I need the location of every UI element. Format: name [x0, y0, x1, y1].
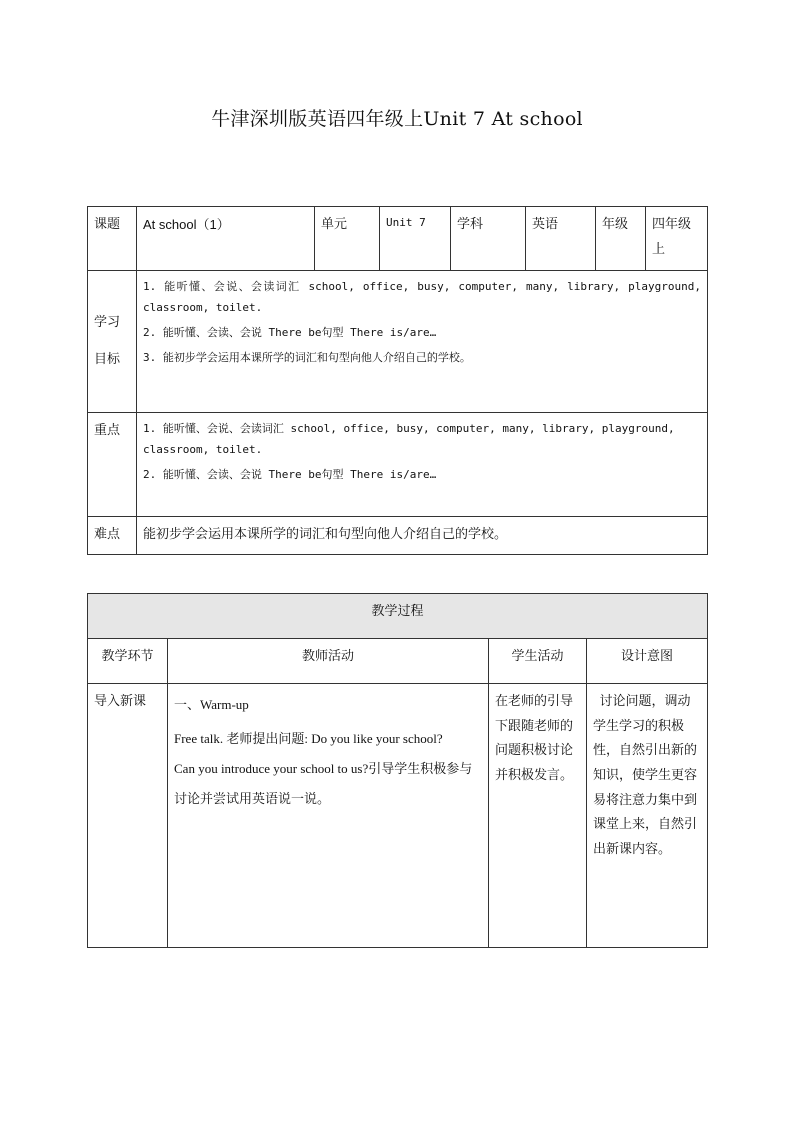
design-cell: 讨论问题，调动学生学习的积极性，自然引出新的知识，使学生更容易将注意力集中到课堂上来，自然引出新课内容。 [587, 684, 708, 948]
info-row-header [88, 207, 708, 271]
subject-value: 英语 [526, 207, 596, 271]
key-points-label: 重点 [88, 413, 137, 517]
teacher-cell [168, 684, 489, 948]
unit-label: 单元 [315, 207, 380, 271]
topic-value: At school（1） [137, 207, 315, 271]
col-teacher: 教师活动 [168, 639, 489, 684]
stage-cell: 导入新课 [88, 684, 168, 948]
key-point-1: 1. 能听懂、会说、会读词汇 school, office, busy, computer, many, library, playground, classroom, toilet. [143, 422, 675, 456]
objectives-row [88, 271, 708, 413]
unit-value: Unit 7 [380, 207, 451, 271]
objective-1: 1. 能听懂、会说、会读词汇 school, office, busy, computer, many, library, playground, classroom, toilet. [143, 280, 701, 314]
teacher-line-2: Free talk. 老师提出问题: Do you like your school? [174, 730, 443, 746]
objectives-content [137, 271, 708, 413]
topic-label: 课题 [88, 207, 137, 271]
document-title: 牛津深圳版英语四年级上Unit 7 At school [211, 108, 583, 130]
col-design: 设计意图 [587, 639, 708, 684]
teacher-line-3: Can you introduce your school to us?引导学生积极参与讨论并尝试用英语说一说。 [174, 760, 473, 806]
lesson-info-table [87, 206, 708, 555]
key-points-content [137, 413, 708, 517]
col-stage: 教学环节 [88, 639, 168, 684]
student-cell: 在老师的引导下跟随老师的问题积极讨论并积极发言。 [489, 684, 587, 948]
process-row [88, 684, 708, 948]
process-columns-row [88, 639, 708, 684]
objectives-label: 学习目标 [88, 271, 137, 413]
process-header-row [88, 594, 708, 639]
teaching-process-table [87, 593, 708, 948]
subject-label: 学科 [451, 207, 526, 271]
teacher-line-1: 一、Warm-up [174, 697, 249, 712]
key-points-row [88, 413, 708, 517]
objective-2: 2. 能听懂、会读、会说 There be句型 There is/are… [143, 325, 437, 339]
col-student: 学生活动 [489, 639, 587, 684]
key-point-2: 2. 能听懂、会读、会说 There be句型 There is/are… [143, 467, 437, 481]
grade-label: 年级 [596, 207, 646, 271]
difficulties-label: 难点 [88, 517, 137, 555]
objective-3: 3. 能初步学会运用本课所学的词汇和句型向他人介绍自己的学校。 [143, 350, 471, 364]
difficulties-row [88, 517, 708, 555]
grade-value: 四年级上 [646, 207, 708, 271]
difficulties-content: 能初步学会运用本课所学的词汇和句型向他人介绍自己的学校。 [137, 517, 708, 555]
process-header: 教学过程 [88, 594, 708, 639]
